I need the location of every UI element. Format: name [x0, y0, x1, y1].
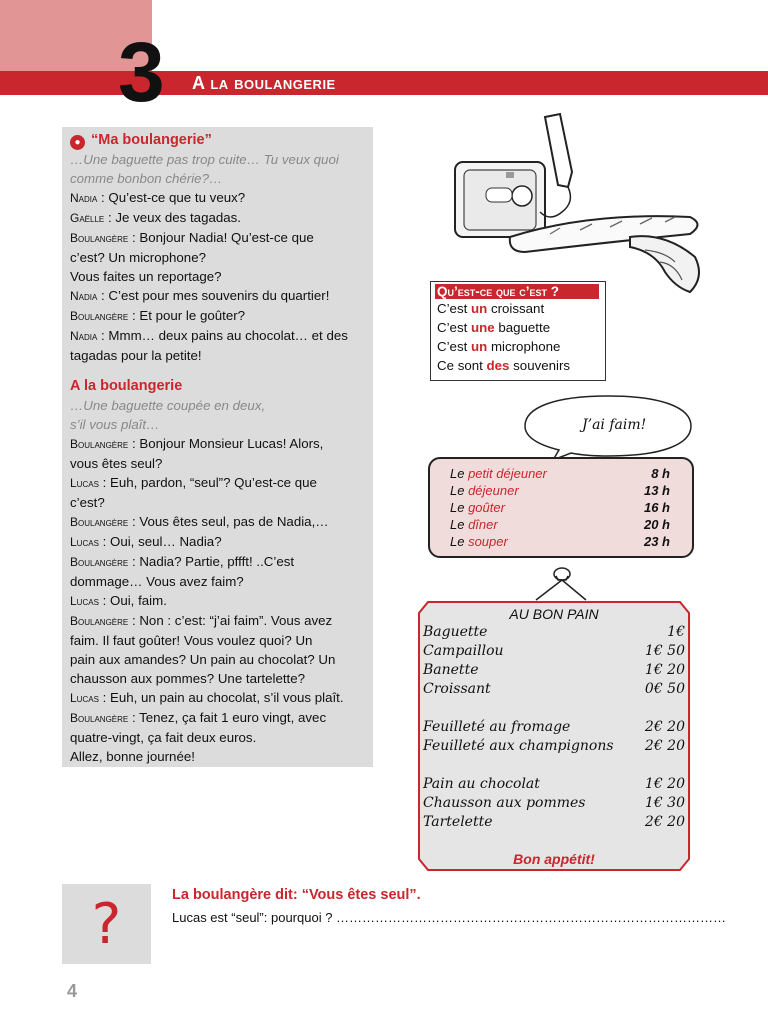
- menu-item-name: Pain au chocolat: [423, 776, 540, 792]
- meal-name: souper: [468, 534, 508, 549]
- vocab-post: microphone: [487, 339, 561, 354]
- menu-item-price: 1€ 50: [644, 643, 685, 659]
- dialog-line: [70, 346, 370, 365]
- menu-item-price: 2€ 20: [644, 719, 685, 735]
- bubble-text: J’ai faim!: [582, 417, 647, 433]
- dialog1-lines: [70, 188, 370, 365]
- menu-item-name: Feuilleté au fromage: [423, 719, 571, 735]
- dialog-text: Vous faites un reportage?: [70, 269, 222, 284]
- dialog-text: : Bonjour Nadia! Qu’est-ce que: [128, 230, 314, 245]
- dialog2-intro-2: s’il vous plaît…: [70, 417, 160, 432]
- dialog-text: : Je veux des tagadas.: [104, 210, 241, 225]
- dialog-text: : Vous êtes seul, pas de Nadia,…: [128, 514, 329, 529]
- vocab-article: une: [471, 320, 495, 335]
- hanging-hook-icon: [528, 566, 588, 602]
- speaker-name: Boulangère: [70, 309, 129, 323]
- menu-item-name: Feuilleté aux champignons: [423, 738, 614, 754]
- menu-item-price: 1€ 30: [644, 795, 685, 811]
- dialog-content: [70, 131, 370, 766]
- question-box: [62, 884, 151, 964]
- vocab-item: [437, 356, 605, 375]
- dialog2-title: A la boulangerie: [70, 378, 183, 394]
- menu-title: AU BON PAIN: [509, 606, 599, 622]
- dialog-text: : Euh, pardon, “seul”? Qu’est-ce que: [98, 475, 317, 490]
- vocab-pre: C’est: [437, 301, 471, 316]
- dialog-line: [70, 572, 370, 591]
- menu-item: [423, 643, 685, 659]
- speaker-name: Lucas: [70, 476, 99, 490]
- dialog-text: : Oui, faim.: [98, 593, 167, 608]
- speaker-name: Boulangère: [70, 614, 129, 628]
- meal-name: déjeuner: [468, 483, 519, 498]
- meal-time: 16 h: [643, 500, 670, 515]
- dialog2-lines: [70, 434, 370, 766]
- menu-item: [423, 662, 685, 678]
- dialog-line: [70, 493, 370, 512]
- dialog-line: [70, 326, 370, 346]
- meal-time: 20 h: [643, 517, 670, 532]
- meal-article: Le: [450, 517, 469, 532]
- vocab-pre: Ce sont: [437, 358, 487, 373]
- vocab-item: [437, 299, 605, 318]
- speaker-name: Gaëlle: [70, 211, 105, 225]
- dialog-line: [70, 188, 370, 208]
- vocab-item: [437, 318, 605, 337]
- vocab-box: [430, 281, 606, 381]
- dialog-text: : Tenez, ça fait 1 euro vingt, avec: [128, 710, 327, 725]
- dialog-text: : Euh, un pain au chocolat, s’il vous plaît.: [98, 690, 344, 705]
- menu-item: [423, 719, 685, 735]
- vocab-article: un: [471, 301, 488, 316]
- menu-item-name: Tartelette: [423, 814, 493, 830]
- dialog-text: tagadas pour la petite!: [70, 348, 202, 363]
- speaker-name: Lucas: [70, 535, 99, 549]
- dialog1-title: ● “Ma boulangerie”: [70, 131, 370, 150]
- meal-time: 8 h: [651, 466, 670, 481]
- meal-name: petit déjeuner: [468, 466, 547, 481]
- dialog2-intro-1: …Une baguette coupée en deux,: [70, 398, 266, 413]
- menu-item-price: 1€ 20: [644, 776, 685, 792]
- menu-item-price: 0€ 50: [644, 681, 685, 697]
- menu-item-name: Baguette: [423, 624, 488, 640]
- dialog-panel: [62, 127, 373, 767]
- vocab-post: baguette: [494, 320, 551, 335]
- vocab-post: croissant: [487, 301, 545, 316]
- vocab-title: Qu’est-ce que c’est ?: [435, 284, 599, 299]
- dialog-text: Allez, bonne journée!: [70, 749, 195, 764]
- speaker-name: Boulangère: [70, 711, 129, 725]
- meal-article: Le: [450, 466, 469, 481]
- dialog-text: : Qu’est-ce que tu veux?: [97, 190, 246, 205]
- speaker-name: Boulangère: [70, 555, 129, 569]
- ear-icon: ●: [70, 135, 85, 150]
- dialog-line: [70, 208, 370, 228]
- meal-row: [450, 533, 670, 550]
- meals-box: [428, 457, 694, 558]
- dialog-line: [70, 532, 370, 552]
- menu-item: [423, 814, 685, 830]
- dialog-line: [70, 434, 370, 454]
- meal-article: Le: [450, 483, 469, 498]
- chapter-title: A la boulangerie: [192, 73, 336, 93]
- dialog-line: [70, 473, 370, 493]
- dialog-text: faim. Il faut goûter! Vous voulez quoi? Un: [70, 633, 313, 648]
- dialog-line: [70, 591, 370, 611]
- dialog-text: : C’est pour mes souvenirs du quartier!: [97, 288, 330, 303]
- dialog-line: [70, 669, 370, 688]
- dialog-text: : Oui, seul… Nadia?: [98, 534, 222, 549]
- menu-item: [423, 738, 685, 754]
- speaker-name: Nadia: [70, 289, 98, 303]
- speaker-name: Lucas: [70, 594, 99, 608]
- meal-name: goûter: [468, 500, 505, 515]
- meal-article: Le: [450, 500, 469, 515]
- dialog-line: [70, 631, 370, 650]
- chapter-number: 3: [118, 25, 163, 119]
- dialog-line: [70, 248, 370, 267]
- dialog-line: [70, 650, 370, 669]
- dialog-text: dommage… Vous avez faim?: [70, 574, 244, 589]
- menu-item-price: 2€ 20: [644, 738, 685, 754]
- dialog-line: [70, 286, 370, 306]
- meal-article: Le: [450, 534, 469, 549]
- menu-item-name: Banette: [423, 662, 479, 678]
- dialog-line: [70, 611, 370, 631]
- dialog-line: [70, 454, 370, 473]
- dialog-text: : Nadia? Partie, pffft! ..C’est: [128, 554, 295, 569]
- menu-board: [418, 601, 690, 871]
- meal-row: [450, 465, 670, 482]
- vocab-pre: C’est: [437, 320, 471, 335]
- menu-item-name: Chausson aux pommes: [423, 795, 586, 811]
- menu-item-price: 1€: [667, 624, 685, 640]
- dialog-line: [70, 728, 370, 747]
- speaker-name: Nadia: [70, 191, 98, 205]
- dialog-text: : Et pour le goûter?: [128, 308, 246, 323]
- menu-footer: Bon appétit!: [513, 851, 595, 867]
- dialog-line: [70, 747, 370, 766]
- meal-name: dîner: [468, 517, 498, 532]
- dialog-text: chausson aux pommes? Une tartelette?: [70, 671, 306, 686]
- speaker-name: Nadia: [70, 329, 98, 343]
- dialog-text: quatre-vingt, ça fait deux euros.: [70, 730, 257, 745]
- vocab-article: des: [486, 358, 510, 373]
- dialog-text: c’est? Un microphone?: [70, 250, 206, 265]
- dialog-line: [70, 552, 370, 572]
- question-line: Lucas est “seul”: pourquoi ? ………………………………………………………………………………: [172, 910, 727, 925]
- menu-item-name: Campaillou: [423, 643, 504, 659]
- dialog1-intro-1: …Une baguette pas trop cuite… Tu veux quoi: [70, 152, 339, 167]
- menu-item-price: 1€ 20: [644, 662, 685, 678]
- bread-microphone-illustration: [450, 112, 720, 297]
- dialog1-intro-2: comme bonbon chérie?…: [70, 171, 223, 186]
- vocab-post: souvenirs: [509, 358, 571, 373]
- vocab-list: [431, 299, 605, 375]
- menu-item-price: 2€ 20: [644, 814, 685, 830]
- dialog-line: [70, 708, 370, 728]
- dialog-line: [70, 688, 370, 708]
- dialog-text: : Non : c’est: “j’ai faim”. Vous avez: [128, 613, 333, 628]
- dialog-text: pain aux amandes? Un pain au chocolat? Un: [70, 652, 336, 667]
- dialog-line: [70, 267, 370, 286]
- title-bar: [0, 71, 768, 95]
- menu-item: [423, 776, 685, 792]
- vocab-article: un: [471, 339, 488, 354]
- menu-item: [423, 624, 685, 640]
- menu-item-name: Croissant: [423, 681, 491, 697]
- vocab-item: [437, 337, 605, 356]
- meal-row: [450, 499, 670, 516]
- dialog-line: [70, 512, 370, 532]
- vocab-pre: C’est: [437, 339, 471, 354]
- dialog-line: [70, 306, 370, 326]
- speaker-name: Boulangère: [70, 231, 129, 245]
- menu-item: [423, 681, 685, 697]
- dialog-text: : Bonjour Monsieur Lucas! Alors,: [128, 436, 324, 451]
- speaker-name: Lucas: [70, 691, 99, 705]
- meal-row: [450, 482, 670, 499]
- menu-item: [423, 795, 685, 811]
- question-title: La boulangère dit: “Vous êtes seul”.: [172, 887, 421, 903]
- page-number: 4: [67, 981, 78, 1001]
- dialog-text: vous êtes seul?: [70, 456, 163, 471]
- meal-row: [450, 516, 670, 533]
- meal-time: 23 h: [643, 534, 670, 549]
- speaker-name: Boulangère: [70, 437, 129, 451]
- dialog-text: : Mmm… deux pains au chocolat… et des: [97, 328, 348, 343]
- dialog-line: [70, 228, 370, 248]
- dialog-text: c’est?: [70, 495, 105, 510]
- meal-time: 13 h: [643, 483, 670, 498]
- speaker-name: Boulangère: [70, 515, 129, 529]
- question-mark-icon: ?: [91, 892, 122, 957]
